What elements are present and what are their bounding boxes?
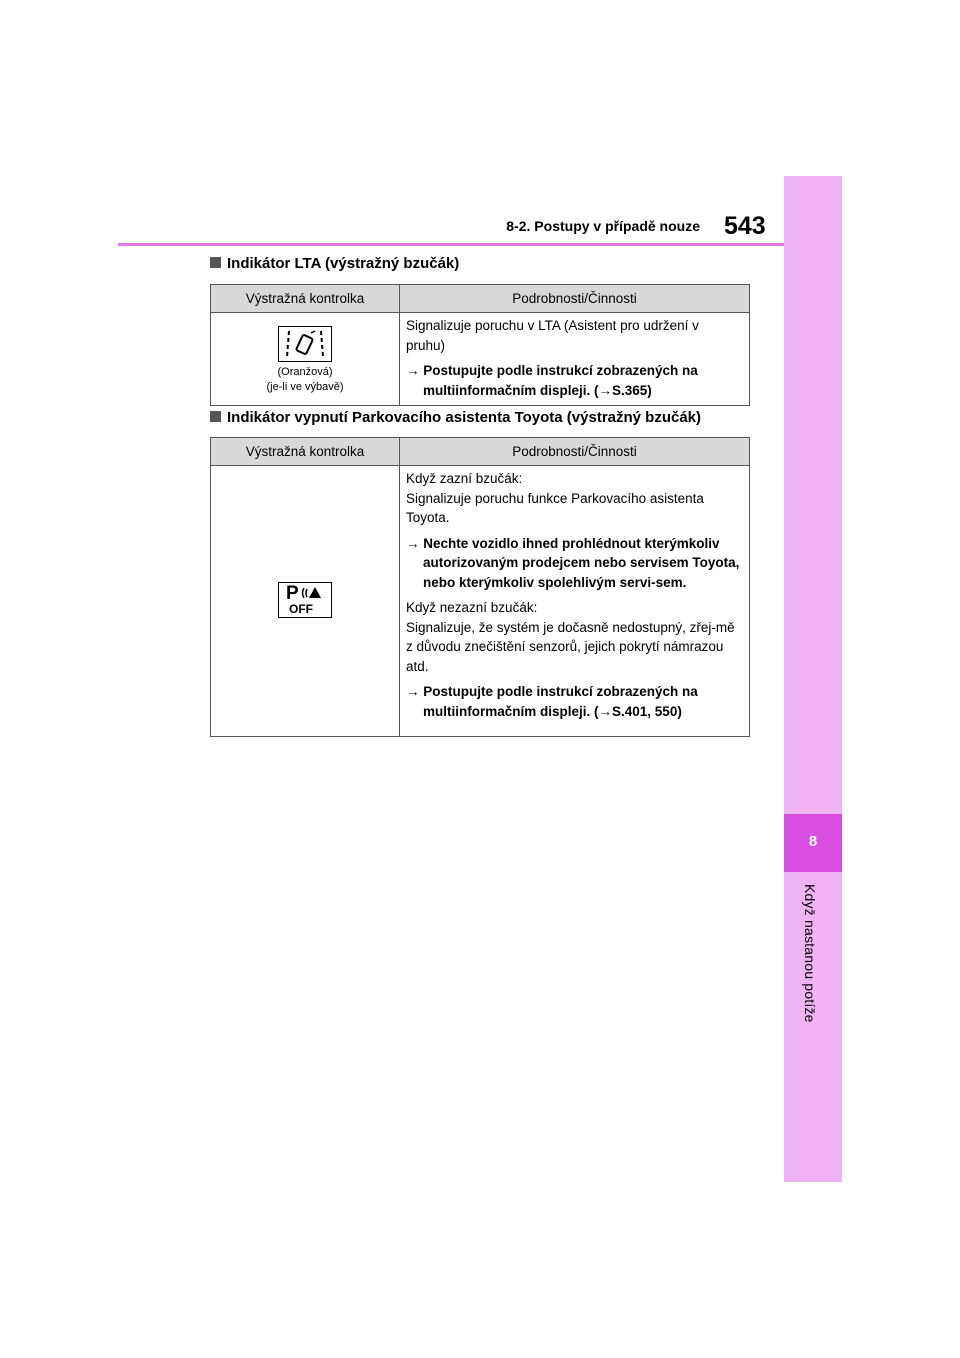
section-heading-lta — [210, 255, 459, 272]
column-header-details: Podrobnosti/Činnosti — [400, 285, 750, 313]
page-number: 543 — [724, 212, 766, 240]
warning-light-cell — [211, 466, 400, 737]
equipment-caption: (je-li ve výbavě) — [266, 381, 344, 393]
warning-light-cell — [211, 313, 400, 406]
detail-text: Signalizuje poruchu v LTA (Asistent pro udržení v pruhu) — [406, 318, 699, 353]
light-color-caption: (Oranžová) — [277, 366, 333, 378]
off-label: OFF — [289, 601, 313, 616]
chapter-label: Když nastanou potíže — [802, 884, 818, 1023]
parking-assist-table — [210, 437, 750, 737]
action-text: → Postupujte podle instrukcí zobrazených na multiinformačním displeji. (→S.365) — [406, 363, 698, 398]
chapter-number: 8 — [808, 833, 818, 850]
detail-text: Signalizuje, že systém je dočasně nedostupný, zřej-mě z důvodu znečištění senzorů, jejich pokrytí námrazou atd. — [406, 619, 735, 674]
column-header-light: Výstražná kontrolka — [211, 438, 400, 466]
section-heading-text: Indikátor vypnutí Parkovacího asistenta Toyota (výstražný bzučák) — [227, 409, 702, 426]
lta-warning-table — [210, 284, 750, 406]
chapter-side-tab — [784, 176, 842, 1182]
column-header-light: Výstražná kontrolka — [211, 285, 400, 313]
detail-text: Když zazní bzučák: — [406, 471, 523, 486]
parking-assist-off-icon — [278, 582, 332, 618]
details-cell — [400, 466, 750, 737]
detail-text: Signalizuje poruchu funkce Parkovacího asistenta Toyota. — [406, 490, 704, 525]
lta-warning-icon — [278, 326, 332, 362]
column-header-details: Podrobnosti/Činnosti — [400, 438, 750, 466]
details-cell — [400, 313, 750, 406]
parking-letter: P — [286, 582, 299, 604]
bullet-square-icon — [210, 257, 221, 268]
section-title: 8-2. Postupy v případě nouze — [506, 218, 700, 234]
section-heading-parking — [210, 409, 701, 426]
action-text: → Nechte vozidlo ihned prohlédnout kterýmkoliv autorizovaným prodejcem nebo servisem Toyota, nebo kterýmkoliv spolehlivým servi-sem. — [406, 535, 740, 590]
detail-text: Když nezazní bzučák: — [406, 600, 538, 615]
bullet-square-icon — [210, 411, 221, 422]
section-heading-text: Indikátor LTA (výstražný bzučák) — [227, 255, 460, 272]
header-divider — [118, 243, 784, 246]
action-text: → Postupujte podle instrukcí zobrazených na multiinformačním displeji. (→S.401, 550) — [406, 684, 698, 719]
